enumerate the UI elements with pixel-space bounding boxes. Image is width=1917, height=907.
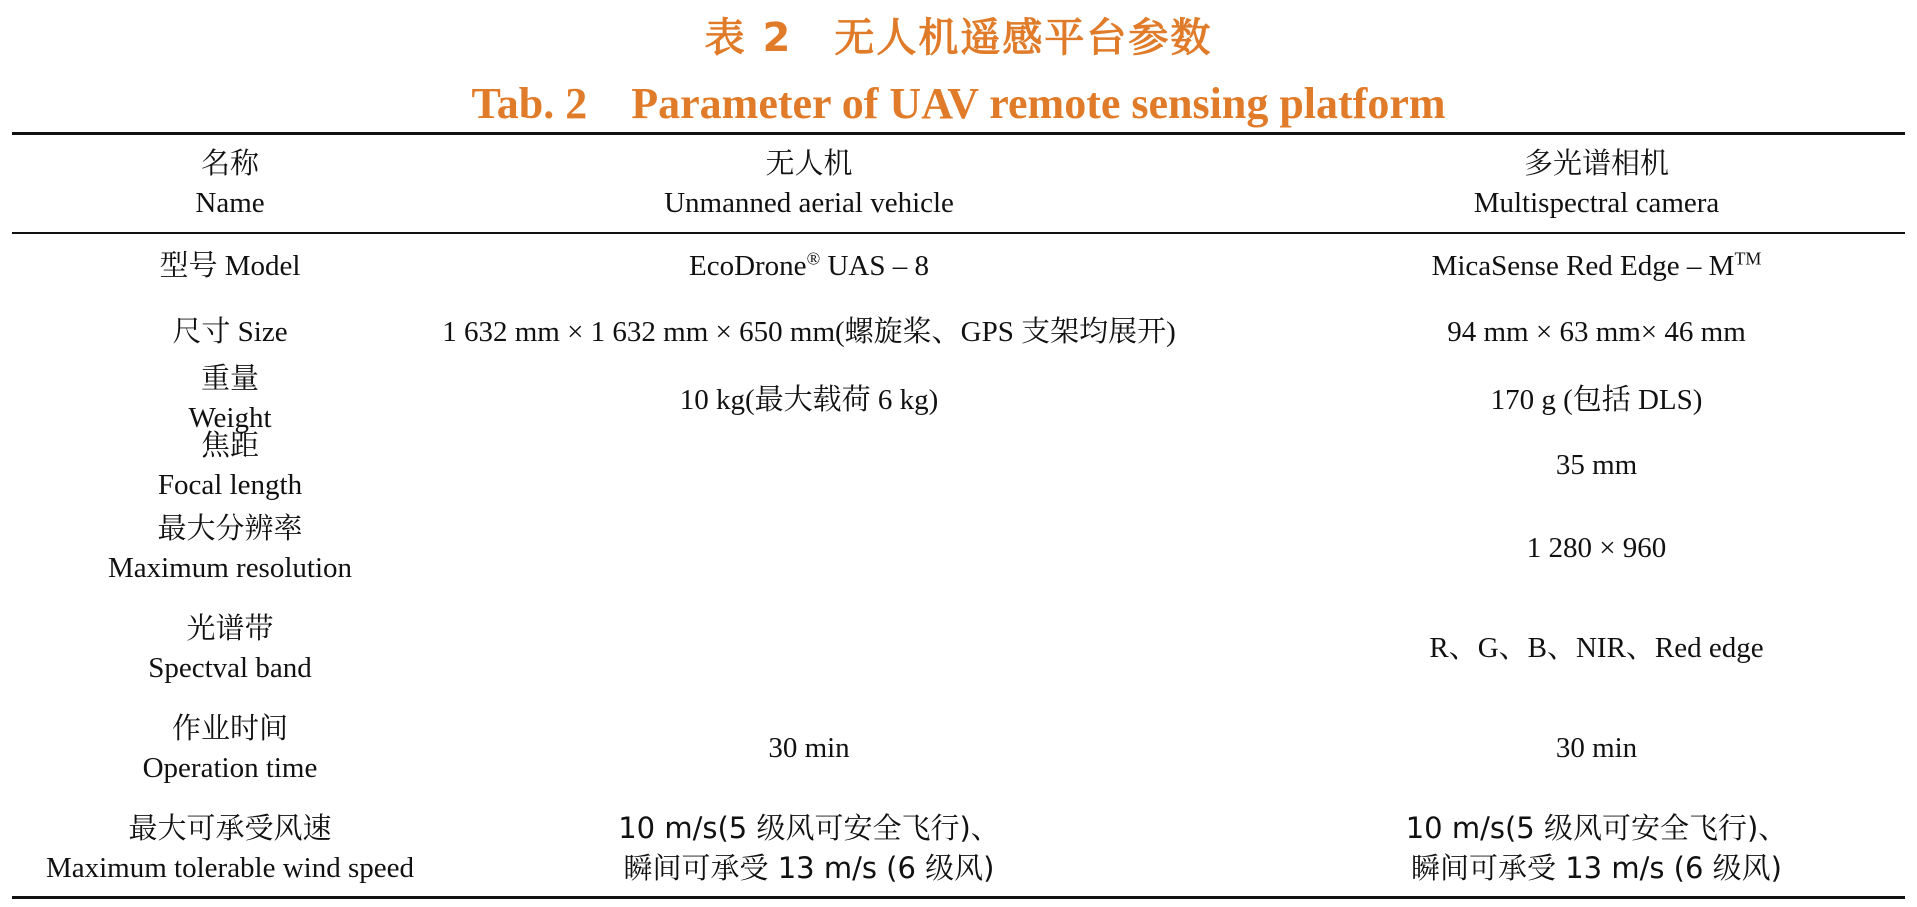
row-wind-camera-line2: 瞬间可承受 13 m/s (6 级风) (1411, 851, 1782, 885)
row-resolution-label-en: Maximum resolution (107, 552, 353, 584)
header-uav-en: Unmanned aerial vehicle (664, 187, 954, 219)
row-resolution-label (12, 508, 448, 588)
row-band-label-en: Spectval band (148, 652, 312, 684)
row-band-camera: R、G、B、NIR、Red edge (1429, 632, 1764, 664)
row-size-uav: 1 632 mm × 1 632 mm × 650 mm(螺旋桨、GPS 支架均展开) (442, 316, 1176, 348)
row-resolution-camera: 1 280 × 960 (1526, 532, 1667, 564)
row-focal-camera: 35 mm (1555, 449, 1638, 481)
row-model-uav (330, 246, 1288, 286)
row-size-camera: 94 mm × 63 mm× 46 mm (1447, 316, 1746, 348)
row-model-uav-tail: UAS – 8 (820, 250, 929, 282)
table-title-chinese: 表 2 无人机遥感平台参数 (704, 15, 1213, 61)
row-time-label-en: Operation time (142, 752, 318, 784)
row-wind-uav-line1: 10 m/s(5 级风可安全飞行)、 (618, 811, 1000, 845)
row-model-uav-sup: ® (806, 248, 821, 269)
row-model-uav-main: EcoDrone (689, 250, 807, 282)
table-title-english: Tab. 2 Parameter of UAV remote sensing platform (471, 79, 1446, 128)
row-wind-camera (1288, 808, 1905, 888)
row-weight-label-en: Weight (188, 402, 272, 434)
row-wind-uav-line2: 瞬间可承受 13 m/s (6 级风) (623, 851, 995, 885)
row-model-camera-sup: TM (1734, 248, 1762, 269)
header-camera (1288, 143, 1905, 223)
row-time-camera: 30 min (1555, 732, 1638, 764)
row-band-label (12, 608, 448, 688)
row-model-label: 型号 Model (159, 250, 301, 282)
row-resolution-label-cn: 最大分辨率 (157, 511, 303, 545)
row-weight-camera: 170 g (包括 DLS) (1490, 384, 1703, 416)
header-uav (330, 143, 1288, 223)
row-wind-label-en: Maximum tolerable wind speed (45, 852, 415, 884)
row-weight-label-cn: 重量 (200, 361, 259, 395)
row-band-label-cn: 光谱带 (186, 611, 274, 645)
header-uav-cn: 无人机 (765, 146, 853, 180)
row-size-label: 尺寸 Size (172, 316, 288, 348)
header-name-cn: 名称 (200, 146, 259, 180)
row-focal-label-en: Focal length (157, 469, 303, 501)
header-name-en: Name (195, 187, 265, 219)
row-wind-camera-line1: 10 m/s(5 级风可安全飞行)、 (1405, 811, 1788, 845)
row-focal-label-cn: 焦距 (200, 428, 259, 462)
header-camera-en: Multispectral camera (1473, 187, 1720, 219)
row-wind-uav (330, 808, 1288, 888)
bottom-rule (12, 896, 1905, 899)
row-wind-label-cn: 最大可承受风速 (128, 811, 332, 845)
header-camera-cn: 多光谱相机 (1523, 146, 1669, 180)
row-time-label-cn: 作业时间 (171, 711, 288, 745)
row-time-uav: 30 min (768, 732, 850, 764)
row-weight-uav: 10 kg(最大载荷 6 kg) (679, 384, 939, 416)
top-rule (12, 132, 1905, 135)
row-model-camera (1288, 246, 1905, 286)
row-focal-label (12, 425, 448, 505)
header-rule (12, 232, 1905, 234)
row-model-camera-main: MicaSense Red Edge – M (1431, 250, 1735, 282)
